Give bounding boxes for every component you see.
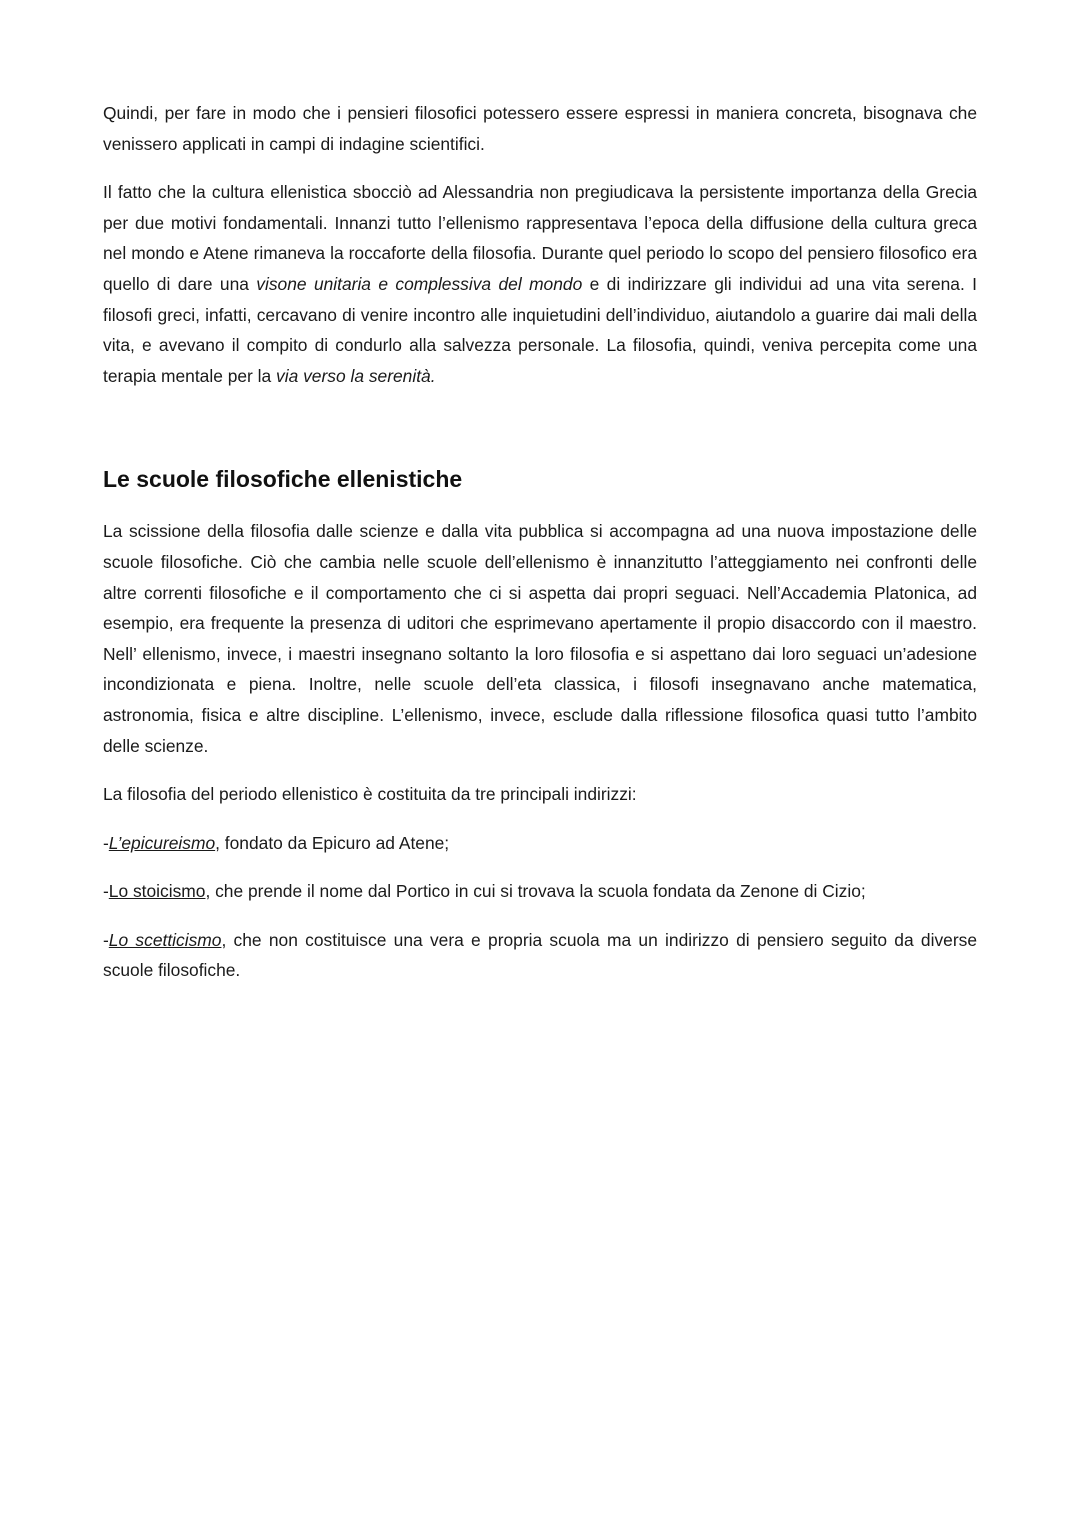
list-text: , che prende il nome dal Portico in cui si trovava la scuola fondata da Zenone di Cizio; [205, 881, 866, 902]
document-page [103, 98, 977, 986]
list-item [103, 876, 977, 907]
list-dash: - [103, 929, 109, 950]
list-dash: - [103, 832, 109, 853]
italic-phrase: via verso la serenità. [276, 365, 436, 386]
paragraph-schools: La scissione della filosofia dalle scienze e dalla vita pubblica si accompagna ad una nuova impostazione delle scuole filosofiche. Ciò che cambia nelle scuole dell’ellenismo è innanzitutto l’atteggiamento nei confronti delle altre correnti filosofiche e il comportamento che ci si aspetta dai propri seguaci. Nell’Accademia Platonica, ad esempio, era frequente la presenza di uditori che esprimevano apertamente il propio disaccordo con il maestro. Nell’ ellenismo, invece, i maestri insegnano soltanto la loro filosofia e si aspettano dai loro seguaci un’adesione incondizionata e piena. Inoltre, nelle scuole dell’eta classica, i filosofi insegnavano anche matematica, astronomia, fisica e altre discipline. L’ellenismo, invece, esclude dalla riflessione filosofica quasi tutto l’ambito delle scienze. [103, 521, 977, 756]
italic-phrase: visone unitaria e complessiva del mondo [256, 273, 583, 294]
list-dash: - [103, 881, 109, 902]
list-term: Lo stoicismo [108, 881, 206, 902]
list-item [103, 828, 977, 859]
list-item [103, 925, 977, 986]
list-term: L’epicureismo [108, 832, 216, 853]
section-heading: Le scuole filosofiche ellenistiche [103, 466, 463, 493]
list-text: , fondato da Epicuro ad Atene; [215, 832, 450, 853]
paragraph-text: e di indirizzare gli individui ad una vita serena. I filosofi greci, infatti, cercavano di venire incontro alle inquietudini dell’individuo, aiutandolo a guarire dai mali della vita, e avevano il compito di condurlo alla salvezza personale. La filosofia, quindi, veniva percepita come una terapia mentale per la [103, 273, 977, 386]
paragraph-hellenistic-culture [103, 177, 977, 391]
paragraph-intro: Quindi, per fare in modo che i pensieri filosofici potessero essere espressi in maniera concreta, bisognava che venissero applicati in campi di indagine scientifici. [103, 103, 977, 154]
list-term: Lo scetticismo [108, 929, 222, 950]
paragraph-list-intro: La filosofia del periodo ellenistico è costituita da tre principali indirizzi: [103, 784, 637, 805]
list-text: , che non costituisce una vera e propria scuola ma un indirizzo di pensiero seguito da diverse scuole filosofiche. [103, 929, 977, 981]
paragraph-text: Il fatto che la cultura ellenistica sbocciò ad Alessandria non pregiudicava la persistente importanza della Grecia per due motivi fondamentali. Innanzi tutto l’ellenismo rappresentava l’epoca della diffusione della cultura greca nel mondo e Atene rimaneva la roccaforte della filosofia. Durante quel periodo lo scopo del pensiero filosofico era quello di dare una [103, 182, 977, 294]
